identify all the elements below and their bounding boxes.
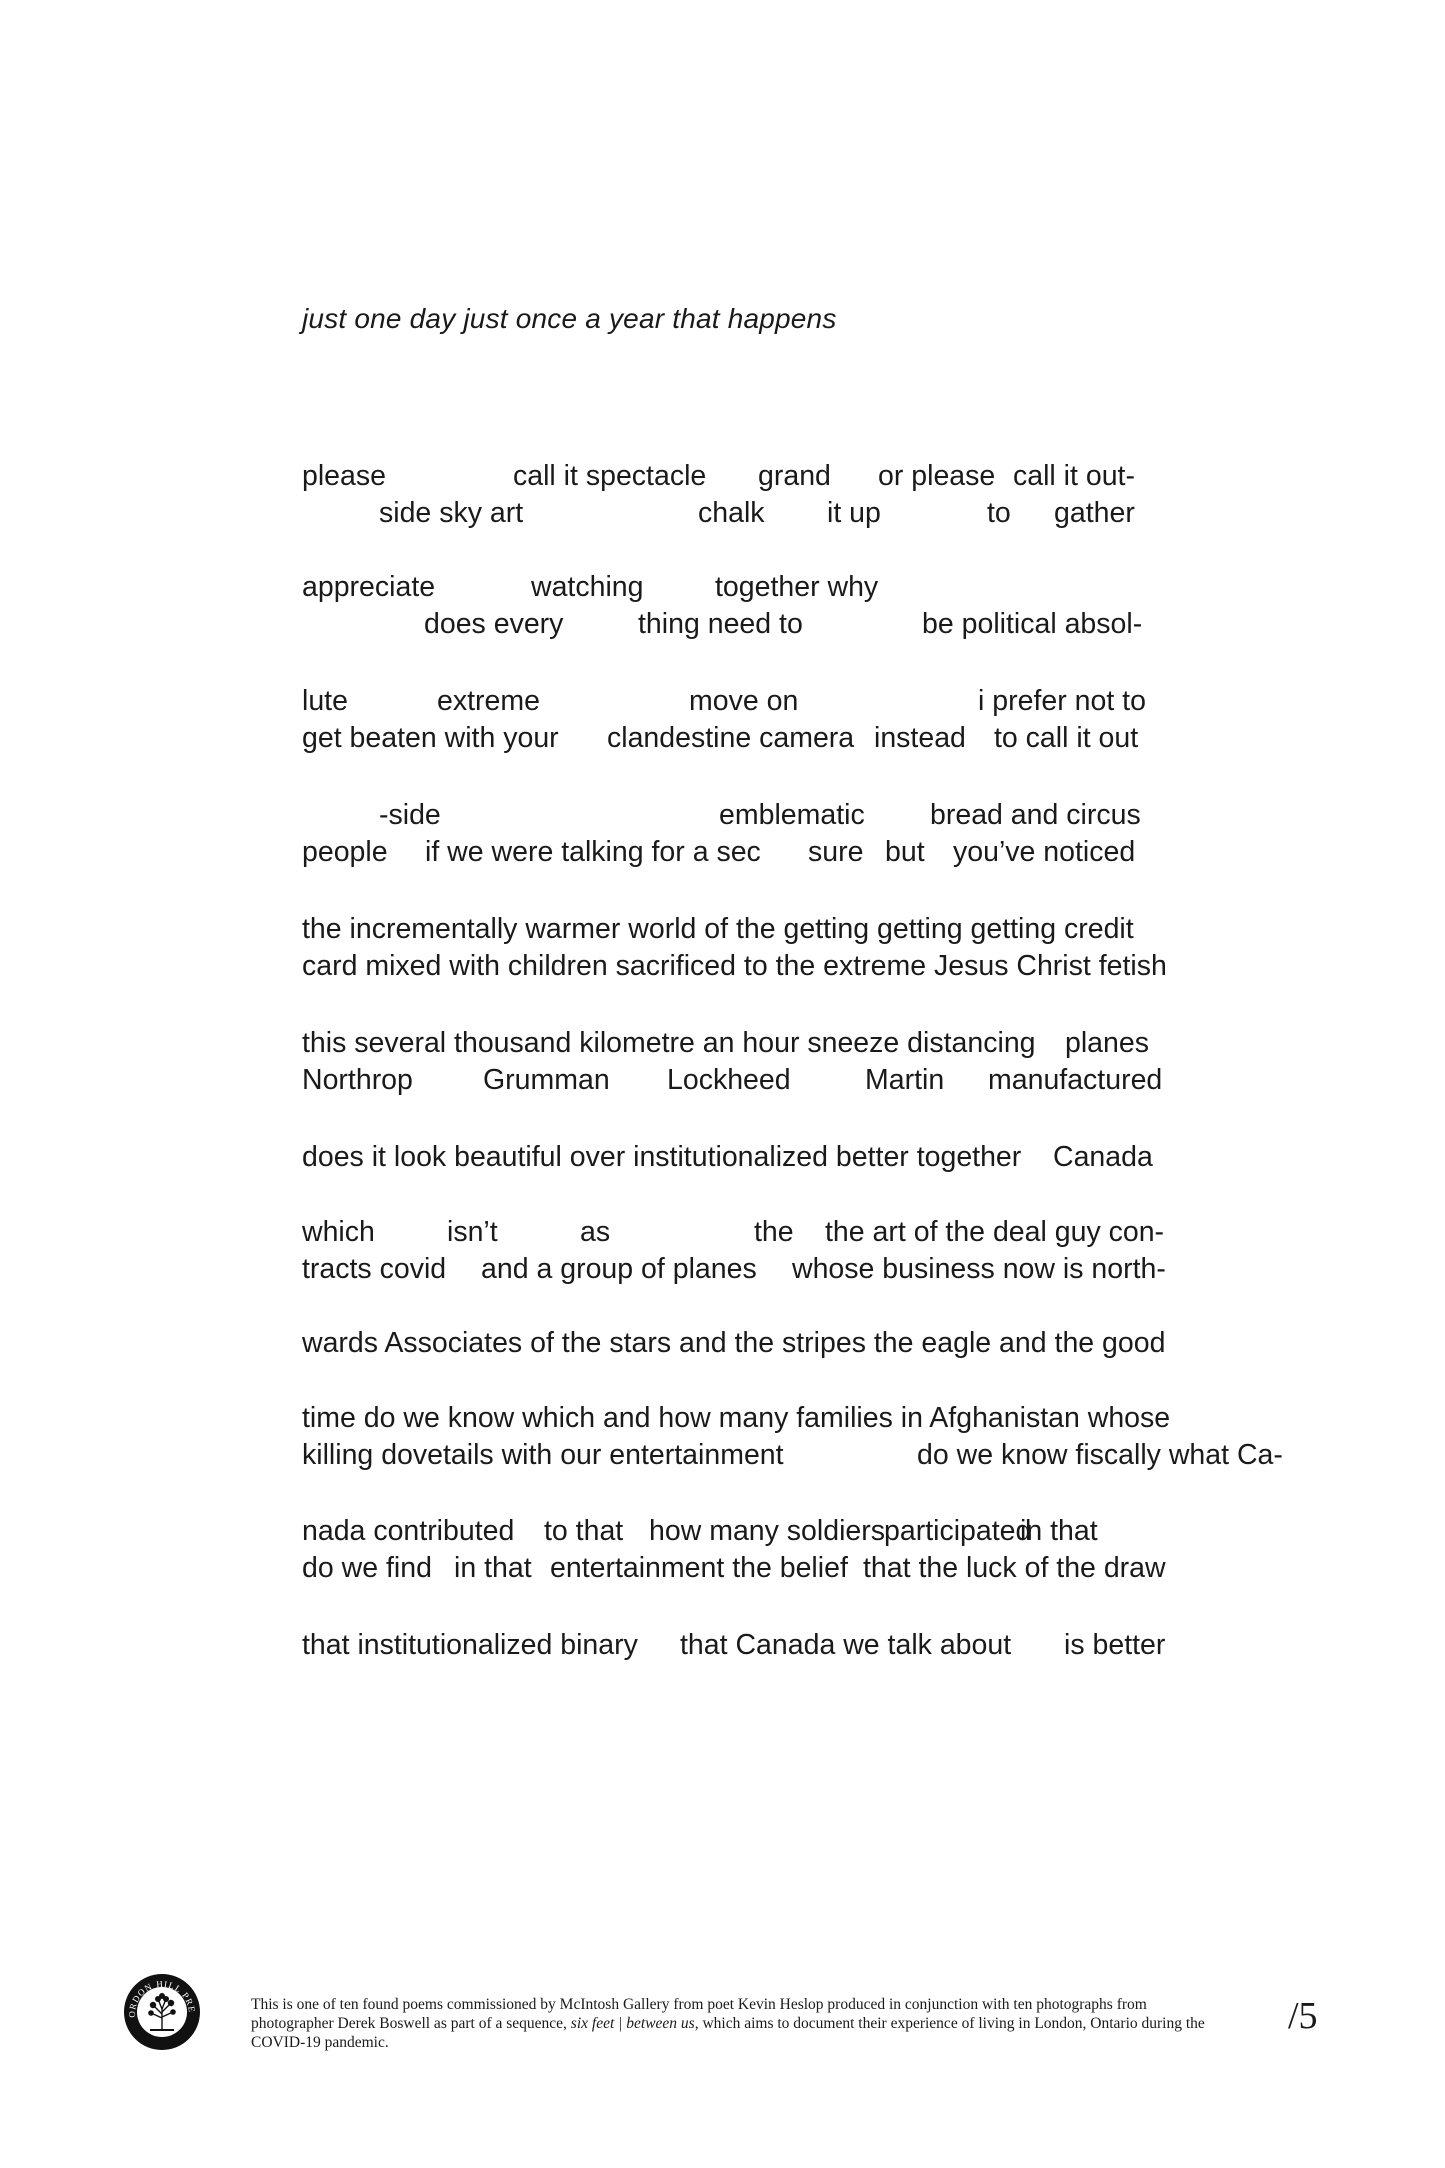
- poem-fragment: planes: [1065, 1027, 1149, 1059]
- poem-fragment: manufactured: [988, 1064, 1163, 1096]
- poem-fragment: extreme: [437, 685, 540, 717]
- caption-part2: , which aims to document their experience of living in London, Ontario during the COVID-19 pandemic.: [251, 2015, 1205, 2051]
- poem-fragment: that Canada we talk about: [680, 1629, 1012, 1661]
- poem-fragment: -side: [379, 799, 441, 831]
- poem-fragment: entertainment the belief: [550, 1552, 848, 1584]
- poem-fragment: Grumman: [483, 1064, 610, 1096]
- poem-fragment: instead: [874, 722, 966, 754]
- poem-fragment: that institutionalized binary: [302, 1629, 638, 1661]
- poem-fragment: people: [302, 836, 388, 868]
- poem-fragment: card mixed with children sacrificed to the extreme Jesus Christ fetish: [302, 950, 1167, 982]
- poem-fragment: lute: [302, 685, 348, 717]
- poem-fragment: bread and circus: [930, 799, 1141, 831]
- poem-fragment: how many soldiers: [649, 1515, 886, 1547]
- poem-fragment: Canada: [1053, 1141, 1153, 1173]
- poem-fragment: call it out-: [1013, 460, 1135, 492]
- poem-fragment: and a group of planes: [481, 1253, 757, 1285]
- poem-fragment: Martin: [865, 1064, 945, 1096]
- poem-fragment: the art of the deal guy con-: [825, 1216, 1165, 1248]
- poem-fragment: in that: [1020, 1515, 1098, 1547]
- poem-fragment: please: [302, 460, 386, 492]
- page-number: /5: [1288, 1995, 1318, 2037]
- poem-fragment: clandestine camera: [607, 722, 855, 754]
- poem-fragment: Northrop: [302, 1064, 413, 1096]
- poem-fragment: nada contributed: [302, 1515, 515, 1547]
- poem-fragment: grand: [758, 460, 831, 492]
- caption-part1: This is one of ten found poems commissioned by McIntosh Gallery from poet Kevin Heslop produced in conjunction with ten photographs from photographer Derek Boswell as part of a sequence,: [251, 1996, 1147, 2032]
- poem-fragment: gather: [1054, 497, 1135, 529]
- poem-fragment: this several thousand kilometre an hour sneeze distancing: [302, 1027, 1036, 1059]
- poem-fragment: sure: [808, 836, 864, 868]
- poem-fragment: participated: [884, 1515, 1032, 1547]
- poem-fragment: time do we know which and how many families in Afghanistan whose: [302, 1402, 1171, 1434]
- poem-fragment: thing need to: [638, 608, 803, 640]
- poem-fragment: killing dovetails with our entertainment: [302, 1439, 784, 1471]
- poem-fragment: together why: [715, 571, 879, 603]
- poem-fragment: is better: [1064, 1629, 1166, 1661]
- poem-fragment: or please: [878, 460, 996, 492]
- poem-fragment: emblematic: [719, 799, 865, 831]
- poem-fragment: you’ve noticed: [953, 836, 1136, 868]
- poem-fragment: chalk: [698, 497, 765, 529]
- poem-fragment: the: [754, 1216, 794, 1248]
- poem-fragment: move on: [689, 685, 799, 717]
- poem-fragment: to: [987, 497, 1011, 529]
- poem-fragment: to that: [544, 1515, 624, 1547]
- poem-fragment: does every: [424, 608, 564, 640]
- poem-fragment: side sky art: [379, 497, 524, 529]
- poem-fragment: the incrementally warmer world of the getting getting getting credit: [302, 913, 1134, 945]
- poem-fragment: to call it out: [994, 722, 1139, 754]
- poem-fragment: do we find: [302, 1552, 432, 1584]
- gordon-hill-press-logo: [122, 1972, 202, 2052]
- poem-fragment: call it spectacle: [513, 460, 707, 492]
- poem-fragment: tracts covid: [302, 1253, 447, 1285]
- poem-fragment: which: [302, 1216, 375, 1248]
- caption-sequence-title: six feet | between us: [570, 2015, 695, 2032]
- poem-fragment: that the luck of the draw: [863, 1552, 1166, 1584]
- poem-fragment: watching: [531, 571, 644, 603]
- poem-fragment: wards Associates of the stars and the stripes the eagle and the good: [302, 1327, 1166, 1359]
- poem-fragment: as: [580, 1216, 611, 1248]
- poem-fragment: whose business now is north-: [792, 1253, 1166, 1285]
- poem-fragment: does it look beautiful over institutionalized better together: [302, 1141, 1022, 1173]
- poem-fragment: do we know fiscally what Ca-: [917, 1439, 1283, 1471]
- poem-fragment: i prefer not to: [978, 685, 1146, 717]
- poem-fragment: appreciate: [302, 571, 436, 603]
- poem-fragment: in that: [454, 1552, 532, 1584]
- poem-fragment: be political absol-: [922, 608, 1143, 640]
- poem-fragment: Lockheed: [667, 1064, 791, 1096]
- poem-title: just one day just once a year that happens: [302, 303, 837, 334]
- poem-fragment: but: [885, 836, 925, 868]
- poem-fragment: get beaten with your: [302, 722, 559, 754]
- poem-fragment: if we were talking for a sec: [425, 836, 761, 868]
- logo-lettering: ORDON HILL PRE: [126, 1978, 198, 2018]
- footer-caption: [251, 1995, 1211, 2052]
- poem-fragment: isn’t: [447, 1216, 498, 1248]
- poem-fragment: it up: [827, 497, 881, 529]
